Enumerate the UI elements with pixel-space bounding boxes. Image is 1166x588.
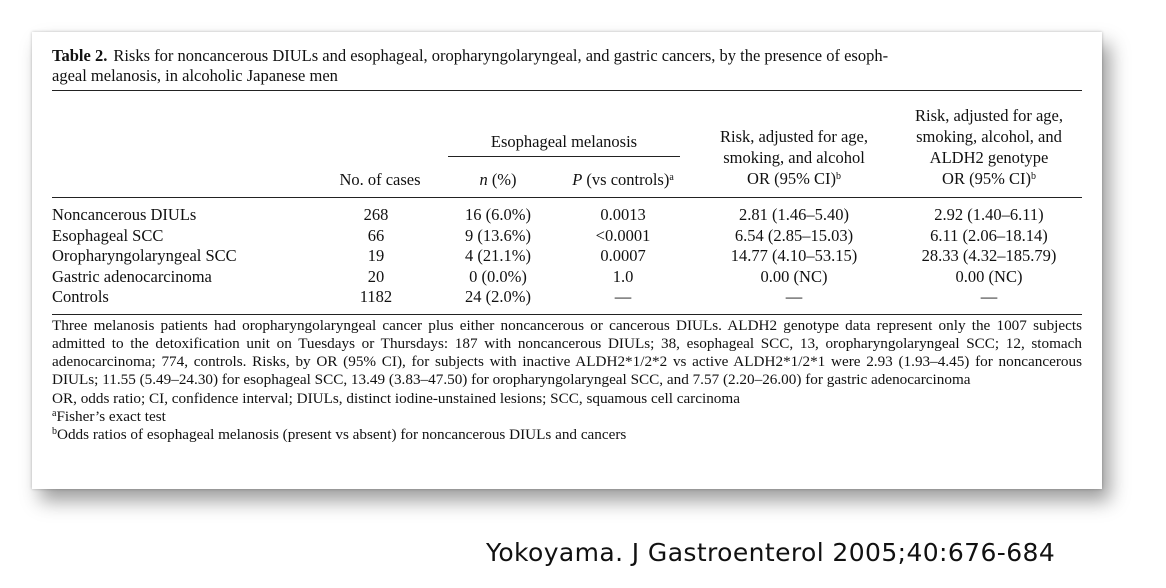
row-n-pct: 9 (13.6%) <box>465 225 531 245</box>
table-caption-line2: ageal melanosis, in alcoholic Japanese men <box>52 66 338 85</box>
table-label: Table 2. <box>52 46 108 65</box>
table-row <box>52 246 1082 267</box>
row-or1: 2.81 (1.46–5.40) <box>739 205 849 224</box>
row-label: Noncancerous DIULs <box>52 205 197 224</box>
row-p: 1.0 <box>612 266 634 286</box>
table-row <box>52 205 1082 226</box>
row-cases: 1182 <box>359 287 393 306</box>
row-n-pct: 16 (6.0%) <box>465 205 531 224</box>
row-or2: 28.33 (4.32–185.79) <box>921 246 1057 265</box>
footnote-a: $^a$Fisher’s exact test <box>52 407 166 425</box>
row-or1: 6.54 (2.85–15.03) <box>734 225 854 245</box>
table-header <box>52 91 1082 197</box>
row-cases: 19 <box>367 246 385 265</box>
row-or1: 14.77 (4.10–53.15) <box>730 246 858 265</box>
row-cases: 268 <box>363 205 389 224</box>
row-or2: — <box>980 287 998 306</box>
row-cases: 66 <box>367 225 385 245</box>
table-card <box>32 32 1102 489</box>
melanosis-group-rule <box>448 156 680 157</box>
header-cases: No. of cases <box>339 170 421 189</box>
header-risk1: Risk, adjusted for age, smoking, and alcohol OR (95% CI)$^b$ <box>719 127 868 188</box>
row-or1: — <box>785 287 803 306</box>
row-n-pct: 0 (0.0%) <box>469 266 527 286</box>
row-cases: 20 <box>367 266 385 286</box>
table-row <box>52 226 1082 247</box>
row-or2: 0.00 (NC) <box>955 266 1023 286</box>
row-label: Oropharyngolaryngeal SCC <box>52 246 237 265</box>
row-or2: 6.11 (2.06–18.14) <box>930 225 1048 245</box>
table-row <box>52 287 1082 308</box>
row-p: — <box>614 287 632 306</box>
table-footnotes <box>52 315 1082 445</box>
row-n-pct: 24 (2.0%) <box>465 287 531 306</box>
footnote-abbreviations: OR, odds ratio; CI, confidence interval; DIULs, distinct iodine-unstained lesions; SCC, squamous cell carcinoma <box>52 389 740 407</box>
footnote-main: Three melanosis patients had oropharyngolaryngeal cancer plus either noncancerous or cancerous DIULs. ALDH2 genotype data represent only the 1007 subjects admitted to the detoxification unit on Tuesdays or Thursdays: 187 with noncancerous DIULs; 38, esophageal SCC, 13, oropharyngolaryngeal SCC; 12, stomach adenocarcinoma; 774, controls. Risks, by OR (95% CI), for subjects with inactive ALDH2*1/2*2 vs active ALDH2*1/2*1 were 2.93 (1.93–4.45) for noncancerous DIULs; 11.55 (5.49–24.30) for esophageal SCC, 13.49 (3.83–47.50) for oropharyngolaryngeal SCC, and 7.57 (2.20–26.00) for gastric adenocarcinoma <box>52 316 1082 389</box>
table-row <box>52 267 1082 288</box>
header-n-pct: n (%) <box>479 170 517 189</box>
row-p: 0.0013 <box>600 205 646 224</box>
row-n-pct: 4 (21.1%) <box>465 246 531 265</box>
footnote-b: $^b$Odds ratios of esophageal melanosis (present vs absent) for noncancerous DIULs and cancers <box>52 426 627 444</box>
row-p: 0.0007 <box>600 246 646 265</box>
row-label: Controls <box>52 287 109 306</box>
row-label: Gastric adenocarcinoma <box>52 266 212 286</box>
row-or1: 0.00 (NC) <box>760 266 828 286</box>
table-title <box>52 46 1082 86</box>
row-p: <0.0001 <box>595 225 651 245</box>
table-caption-line1: Risks for noncancerous DIULs and esophageal, oropharyngolaryngeal, and gastric cancers, by the presence of esoph- <box>113 46 889 65</box>
header-melanosis-group: Esophageal melanosis <box>490 132 638 151</box>
header-p-value: P (vs controls)$^a$ <box>572 170 674 189</box>
row-label: Esophageal SCC <box>52 225 164 245</box>
table-body <box>52 198 1082 314</box>
row-or2: 2.92 (1.40–6.11) <box>934 205 1044 224</box>
citation: Yokoyama. J Gastroenterol 2005;40:676-684 <box>486 538 1056 567</box>
header-risk2: Risk, adjusted for age, smoking, alcohol, and ALDH2 genotype OR (95% CI)$^b$ <box>914 106 1063 188</box>
